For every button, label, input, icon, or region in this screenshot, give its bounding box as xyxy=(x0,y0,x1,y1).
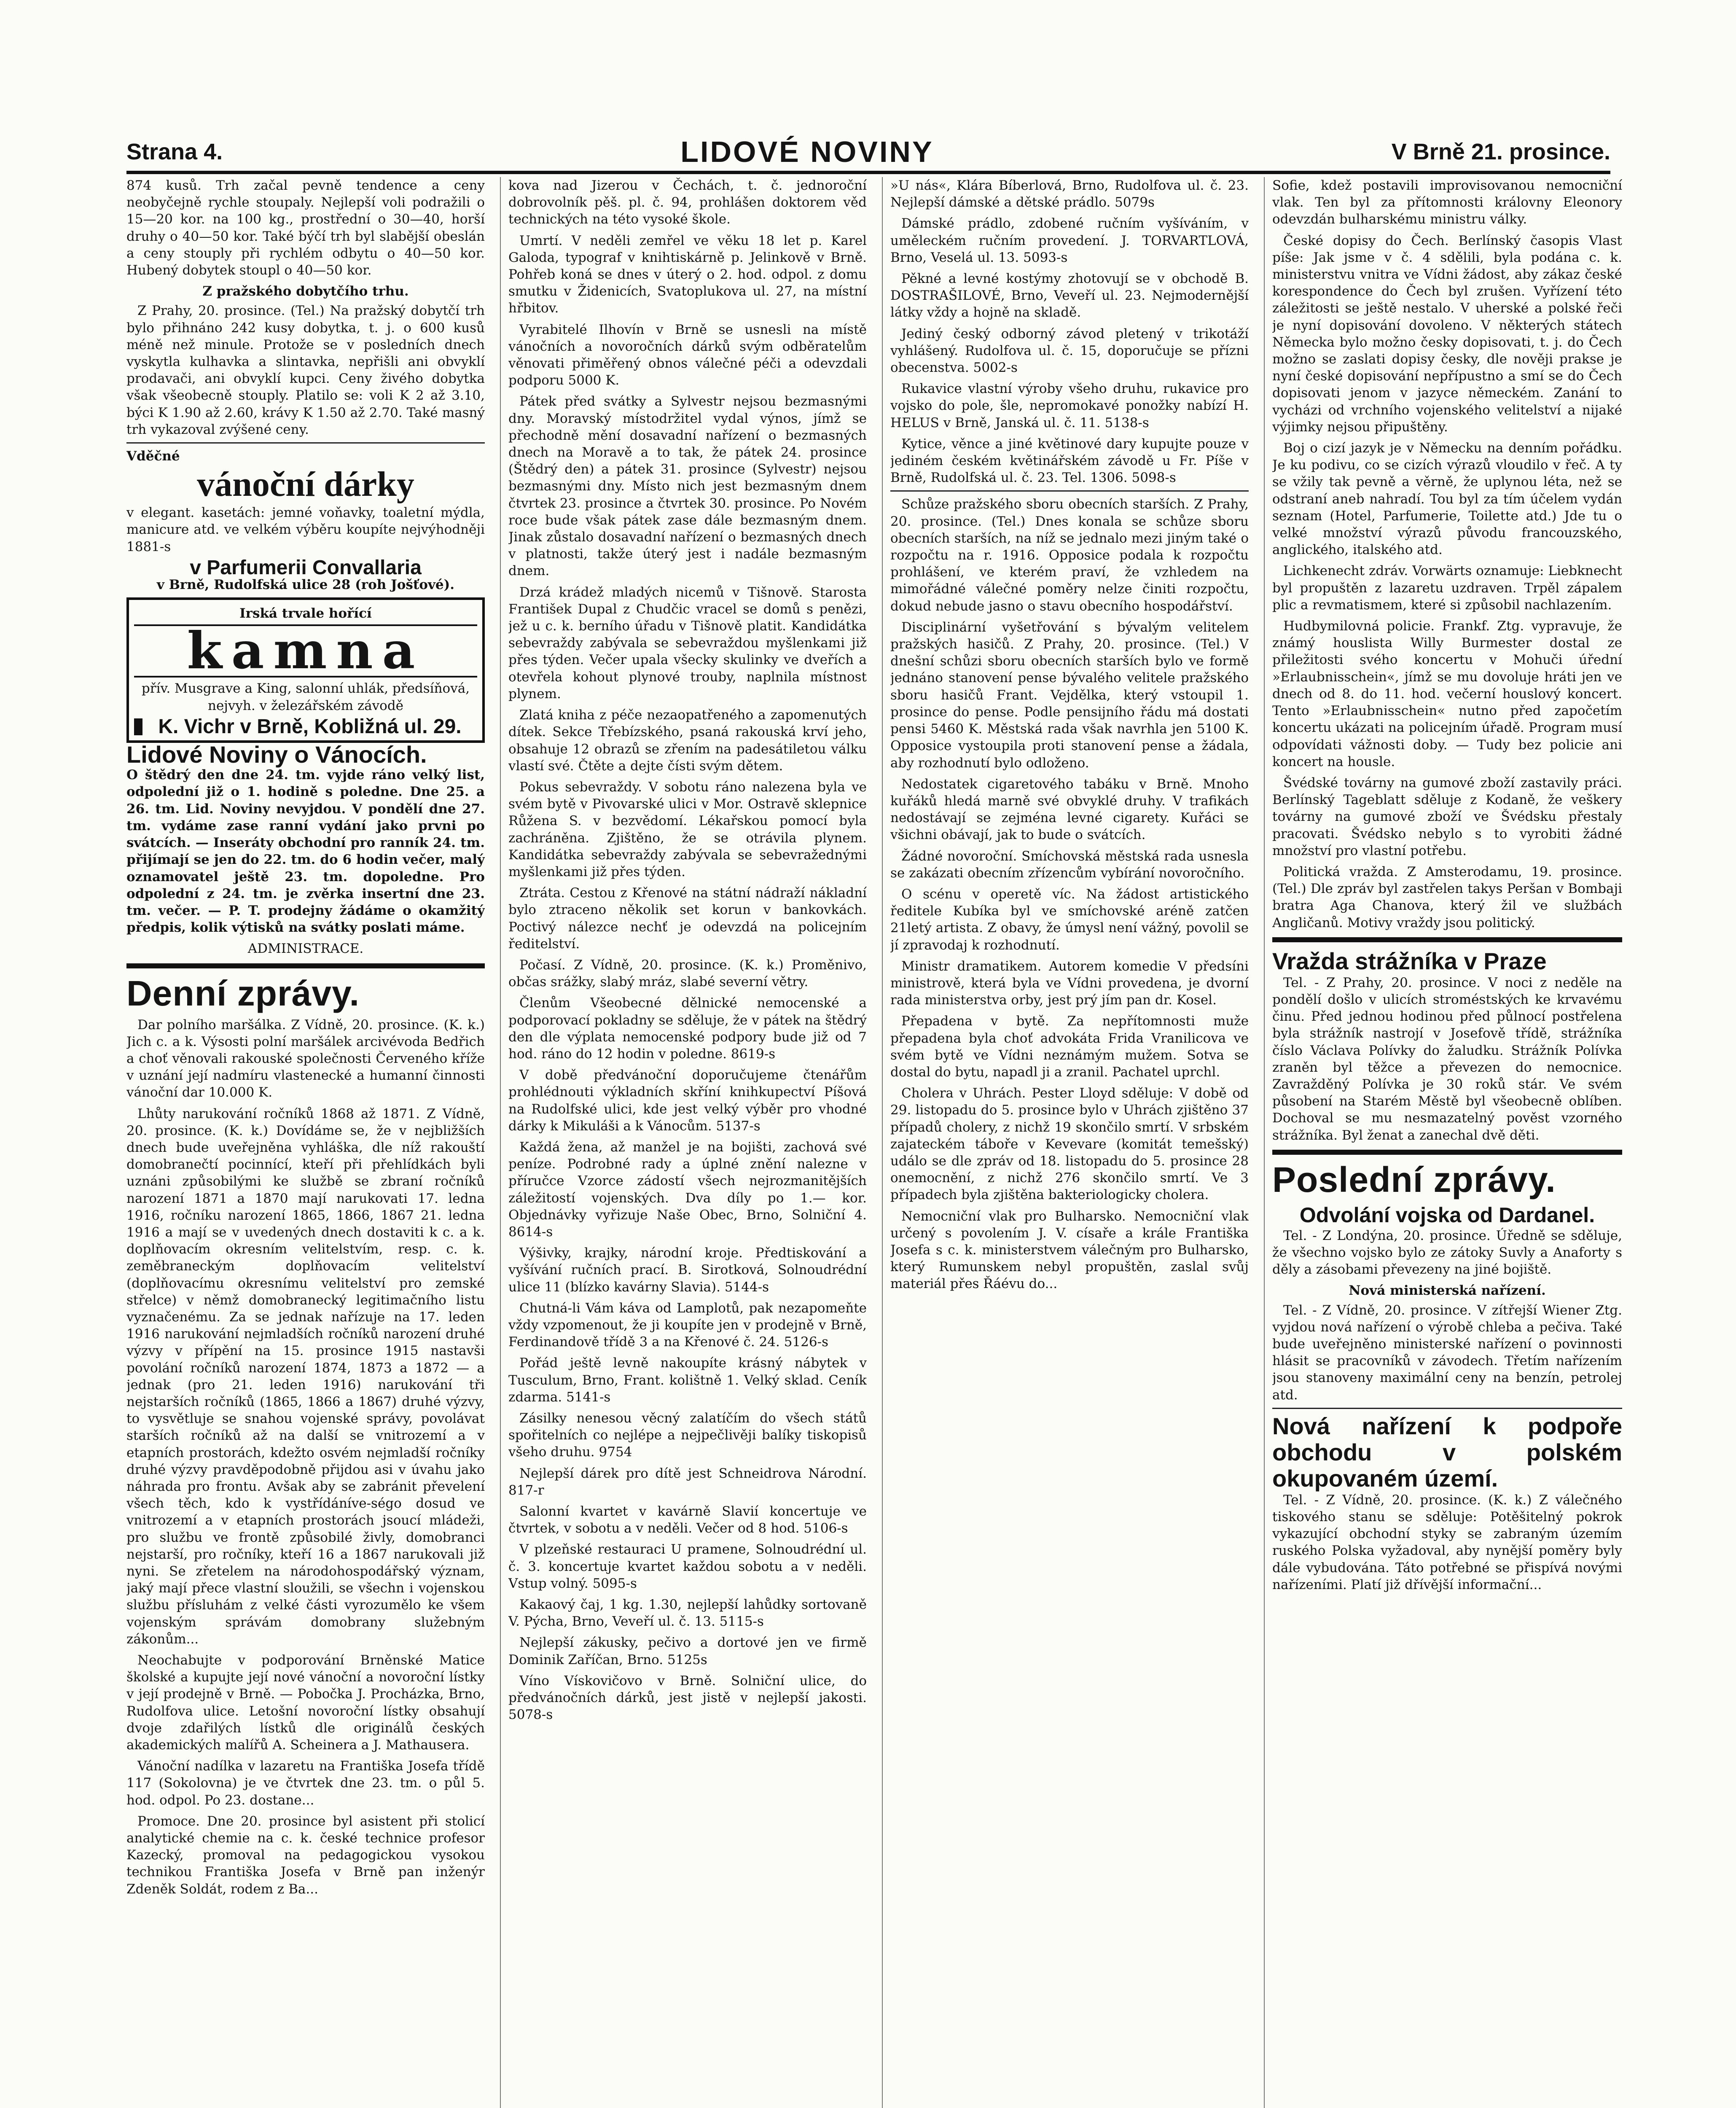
article: Každá žena, až manžel je na bojišti, zachová své peníze. Podrobné rady a úplné znění nalezne v příručce Vzorce zádostí všech nejrozmanitějších záležitostí vojenských. Dva díly po 1.— kor. Objednávky vyřizuje Naše Obec, Brno, Solniční 4. 8614-s xyxy=(508,1139,867,1240)
advert-line: Jediný český odborný závod pletený v trikotáží vyhlášený. Rudolfova ul. č. 15, doporučuje se přízni obecenstva. 5002-s xyxy=(890,326,1249,376)
article: Cholera v Uhrách. Pester Lloyd sděluje: V době od 29. listopadu do 5. prosince bylo v Uhrách zjištěno 37 případů cholery, z nichž 19 skončilo smrtí. V srbském zajateckém táboře v Kevevare (komitát temešský) událo se dle zpráv od 18. listopadu do 5. prosince 28 onemocnění, z nichž 276 skončilo smrtí. Ve 3 případech byla zjištěna bakteriologicky cholera. xyxy=(890,1086,1249,1203)
divider xyxy=(126,442,485,444)
article: O scénu v operetě víc. Na žádost artistického ředitele Kubíka byl ve smíchovské aréně zatčen 21letý artista. Z obavy, že úmysl není vážný, povolil se jí zpravodaj k rozhodnutí. xyxy=(890,886,1249,953)
stove-advert xyxy=(126,597,485,743)
article: Kakaový čaj, 1 kg. 1.30, nejlepší lahůdky sortovaně V. Pýcha, Brno, Veveří ul. č. 13. 5115-s xyxy=(508,1597,867,1629)
divider-thick xyxy=(1272,937,1622,942)
article: Ztráta. Cestou z Křenové na státní nádraží nákladní bylo ztraceno několik set korun v bankovkách. Poctivý nálezce nechť je odevzdá na policejním ředitelství. xyxy=(508,885,867,952)
christmas-notice-text: O štědrý den dne 24. tm. vyjde ráno velký list, odpolední již o 1. hodině s poledne. Dne 25. a 26. tm. Lid. Noviny nevyjdou. V pondělí dne 27. tm. vydáme zase ranní vydání jako prvni po svátcích. — Inseráty obchodní pro ranník 24. tm. přijímají se jen do 22. tm. do 6 hodin večer, malý oznamovatel ještě 23. tm. dopoledne. Pro odpolední z 24. tm. je zvěrka insertní dne 23. tm. večer. — P. T. prodejny žádáme o okamžitý předpis, kolik výtisků na svátky poslati máme. xyxy=(126,767,485,936)
advert-line: Pěkné a levné kostýmy zhotovují se v obchodě B. DOSTRAŠILOVÉ, Brno, Veveří ul. 23. Nejmodernější látky vždy a hojně na skladě. xyxy=(890,271,1249,320)
ministry-article: Tel. - Z Vídně, 20. prosince. V zítřejší Wiener Ztg. vyjdou nová nařízení o výrobě chleba a pečiva. Také bude uveřejněno ministerské nařízení o povinnosti hlásit se pracovníků v závodech. Třetím nařízením jsou stanoveny maximální ceny na benzín, petrolej atd. xyxy=(1272,1302,1622,1403)
newspaper-title: LIDOVÉ NOVINY xyxy=(680,135,934,168)
article: Neochabujte v podporování Brněnské Matice školské a kupujte její nové vánoční a novoroční lístky v její prodejně v Brně. — Pobočka J. Procházka, Brno, Rudolfova ulice. Letošní novoroční lístky obsahují dvoje zdařilých lístků dle originálů českých akademických malířů A. Scheinera a J. Mathausera. xyxy=(126,1653,485,1753)
article: Počasí. Z Vídně, 20. prosince. (K. k.) Proměnivo, občas srážky, slabý mráz, slabé severní větry. xyxy=(508,957,867,990)
stove-advert-title: kamna xyxy=(134,624,477,678)
article: Dar polního maršálka. Z Vídně, 20. prosince. (K. k.) Jich c. a k. Výsosti polní maršálek arcivévoda Bedřich a choť věnovali rakouské společnosti Červeného kříže v uznání její nadmíru vlastenecké a humanní činnosti vánoční dar 10.000 K. xyxy=(126,1017,485,1100)
stove-advert-text: přív. Musgrave a King, salonní uhlák, předsíňová, nejvyh. v železářském závodě xyxy=(141,681,470,713)
article: Umrtí. V neděli zemřel ve věku 18 let p. Karel Galoda, typograf v knihtiskárně p. Jelinkově v Brně. Pohřeb koná se dnes v úterý o 2. hod. odpol. z domu smutku v Židenicích, Svatoplukova ul. 27, na místní hřbitov. xyxy=(508,233,867,316)
column-2 xyxy=(508,177,867,2108)
advert-line: Rukavice vlastní výroby všeho druhu, rukavice pro vojsko do pole, šle, nepromokavé ponožky nabízí H. HELUS v Brně, Janská ul. č. 11. 5138-s xyxy=(890,381,1249,430)
article: Švédské továrny na gumové zboží zastavily práci. Berlínský Tageblatt sděluje z Kodaně, že veškery továrny na gumové zboží ve Švédsku přestaly pracovati. Švédsko nebylo s to vyrobiti žádné množství pro vlastní potřebu. xyxy=(1272,775,1622,858)
market-report: 874 kusů. Trh začal pevně tendence a ceny neobyčejně rychle stoupaly. Nejlepší voli podražili o 15—20 kor. na 100 kg., prostřední o 30—40, horší druhy o 40—50 kor. Také býčí trh byl slabější obeslán a ceny stouply při rychlém odbytu o 40—50 kor. Hubený dobytek stoupl o 40—50 kor. xyxy=(126,178,485,278)
cattle-market-article: Z Prahy, 20. prosince. (Tel.) Na pražský dobytčí trh bylo přihnáno 242 kusy dobytka, t. j. o 600 kusů méně než minule. Protože se v posledních dnech vyskytla kulhavka a slintavka, nepřišli ani obvyklí prodavači, ani obvyklí kupci. Ceny živého dobytka však všeobecně stouply. Platilo se: voli K 2 až 3.10, býci K 1.90 až 2.60, krávy K 1.50 až 2.70. Také masný trh vykazoval zvýšené ceny. xyxy=(126,303,485,437)
column-4 xyxy=(1272,177,1622,2108)
article: Výšivky, krajky, národní kroje. Předtiskování a vyšívání ručních prací. B. Sirotková, Solnoudrédní ulice 11 (blízko kavárny Slavia). 5144-s xyxy=(508,1245,867,1295)
headline-dardanelles: Odvolání vojska od Dardanel. xyxy=(1299,1203,1595,1227)
article: Členům Všeobecné dělnické nemocenské a podporovací pokladny se sděluje, že v pátek na štědrý den dle výplata nemocenské podpory bude již od 7 hod. ráno do 12 hodin v poledne. 8619-s xyxy=(508,995,867,1062)
article: Pátek před svátky a Sylvestr nejsou bezmasnými dny. Moravský místodržitel vydal výnos, jímž se přechodně mění dosavadní nařízení o bezmasných dnech na Moravě a to tak, že pátek 24. prosince (Štědrý den) a pátek 31. prosince (Sylvestr) nejsou bezmasnými dny. Místo nich jest bezmasným dnem čtvrtek 23. prosince a čtvrtek 30. prosince. Po Novém roce bude však pátek zase dále bezmasným dnem. Jinak zůstalo dosavadní nařízení o bezmasných dnech v platnosti, takže úterý jest i nadále bezmasným dnem. xyxy=(508,394,867,579)
column-rule xyxy=(882,177,883,2108)
divider xyxy=(890,490,1249,492)
article: Politická vražda. Z Amsterodamu, 19. prosince. (Tel.) Dle zpráv byl zastřelen takys Peršan v Bombaji bratra Aga Chanova, který žil ve službách Angličanů. Motivy vraždy jsou politický. xyxy=(1272,864,1622,930)
article: Lichkenecht zdráv. Vorwärts oznamuje: Liebknecht byl propuštěn z lazaretu uzdraven. Trpěl zápalem plic a revmatismem, které si způsobil nachlazením. xyxy=(1272,563,1622,613)
article: Vyrabitelé Ilhovín v Brně se usnesli na místě vánočních a novoročních dárků svým odběratelům věnovati přiměřený obnos válečné péči a odevzdali podporu 5000 K. xyxy=(508,322,867,388)
christmas-notice-sign: ADMINISTRACE. xyxy=(247,941,364,957)
article: Nejlepší zákusky, pečivo a dortové jen ve firmě Dominik Zaříčan, Brno. 5125s xyxy=(508,1635,867,1667)
headline-poland: Nová nařízení k podpoře obchodu v polském okupovaném území. xyxy=(1272,1412,1622,1492)
page-number: Strana 4. xyxy=(126,139,223,164)
article: Chutná-li Vám káva od Lamplotů, pak nezapomeňte vždy vzpomenout, že ji koupíte jen v prodejně v Brně, Ferdinandově třídě 3 a na Křenové č. 24. 5126-s xyxy=(508,1300,867,1350)
perfumery-advert xyxy=(126,448,485,593)
article: České dopisy do Čech. Berlínský časopis Vlast píše: Jak jsme v č. 4 sdělili, byla podána c. k. ministerstvu vnitra ve Vídni žádost, aby zákaz české korespondence do Čech byl zrušen. Vyřízení této záležitosti se ještě nestalo. V uherské a polské řeči je nyní dopisování dovoleno. V některých státech Německa bylo možno česky dopisovati, t. j. do Čech možno se zaslati dopisy česky, dle nověji prakse je nyní české dopisování nepřípustno a smí se do Čech dopisovati jenom v jazyce německém. Zanání to vycházi od vrchního vojenského velitelství a nijaké výjimky nejsou připuštěny. xyxy=(1272,233,1622,435)
article: Pokus sebevraždy. V sobotu ráno nalezena byla ve svém bytě v Pivovarské ulici v Mor. Ostravě sklepnice Růžena S. v bezvědomí. Lékařskou pomocí byla zachráněna. Zjištěno, že se otrávila plynem. Kandidátka sebevraždy zabývala se sebevražednými myšlenkami již přes týden. xyxy=(508,779,867,879)
column-rule xyxy=(500,177,501,2108)
murder-article: Tel. - Z Prahy, 20. prosince. V noci z neděle na pondělí došlo v ulicích stroméstských ke krvavému činu. Před jednou hodinou před půlnocí postřelena byla strážník nastrojí v Josefově třídě, strážníka číslo Václava Polívky do žaludku. Strážník Polívka zraněn byl těžce a převezen do nemocnice. Zavražděný Polívka je 30 roků stár. Ve svém působení na Starém Městě byl všeobecně oblíben. Dochoval se mu nesmazatelný pověst vzorného strážníka. Byl ženat a zanechal dvě děti. xyxy=(1272,975,1622,1143)
christmas-notice-title: Lidové Noviny o Vánocích. xyxy=(126,741,427,768)
dardanelles-article: Tel. - Z Londýna, 20. prosince. Úředně se sděluje, že všechno vojsko bylo ze zátoky Suvly a Anaforty s děly a zásobami převezeny na jiné bojiště. xyxy=(1272,1228,1622,1277)
article: Zlatá kniha z péče nezaopatřeného a zapomenutých dítek. Sekce Třebízského, psaná rakouská krví jeho, obsahuje 12 obrazů se zřením na padesátiletou válku vlastí své. Čtěte a dejte čísti svým dětem. xyxy=(508,707,867,774)
divider-thick xyxy=(126,963,485,968)
stove-advert-shop: K. Vichr v Brně, Kobližná ul. 29. xyxy=(134,718,477,735)
section-title-daily-news: Denní zprávy. xyxy=(126,973,360,1013)
issue-date: V Brně 21. prosince. xyxy=(1391,139,1610,164)
headline-ministry: Nová ministerská nařízení. xyxy=(1349,1283,1546,1299)
advert-address: v Brně, Rudolfská ulice 28 (roh Jošťové). xyxy=(156,577,455,593)
article: Zásilky nenesou věcný zalatíčím do všech států spořitelních co nejlépe a nejpečlivěji balíky tiskopisů všeho druhu. 9754 xyxy=(508,1411,867,1460)
advert-line: Dámské prádlo, zdobené ručním vyšíváním, v uměleckém ručním provedení. J. TORVARTLOVÁ, Brno, Veselá ul. 13. 5093-s xyxy=(890,216,1249,265)
article: Boj o cizí jazyk je v Německu na denním pořádku. Je ku podivu, co se cizích výrazů vloudilo v řeč. A ty se vžily tak pevně a věrně, že uplynou léta, než se odstraní aneb nahradí. Tou byl za tím účelem vydán seznam (Hotel, Parfumerie, Toilette atd.) Jde tu o velké množství výrazů původu francouzského, anglického, italského atd. xyxy=(1272,441,1622,558)
headline-murder: Vražda strážníka v Praze xyxy=(1272,947,1547,974)
article: kova nad Jizerou v Čechách, t. č. jednoroční dobrovolník pěš. pl. č. 94, prohlášen doktorem věd technických na této vysoké škole. xyxy=(508,178,867,227)
article: Drzá krádež mladých nicemů v Tišnově. Starosta František Dupal z Chudčic vracel se domů s penězi, jež u c. k. berního úřadu v Tišnově platit. Kandidátka sebevraždy zabývala se sebevraždou myšlenkami již přes týden. Večer upala všecky skulinky ve dveřích a otevřela kohout plynové trouby, naplnila místnost plynem. xyxy=(508,584,867,702)
article: V době předvánoční doporučujeme čtenářům prohlédnouti výkladních skříní knihkupectví Píšová na Rudolfské ulici, kde jest velký výběr pro vhodné dárky k Mikuláši a k Vánocům. 5137-s xyxy=(508,1067,867,1134)
article: Nejlepší dárek pro dítě jest Schneidrova Národní. 817-r xyxy=(508,1465,867,1498)
article: Vánoční nadílka v lazaretu na Františka Josefa třídě 117 (Sokolovna) je ve čtvrtek dne 23. tm. o půl 5. hod. odpol. Po 23. dostane... xyxy=(126,1758,485,1808)
article: Víno Vískovičovo v Brně. Solniční ulice, do předvánočních dárků, jest jistě v nejlepší jakosti. 5078-s xyxy=(508,1673,867,1723)
article: Salonní kvartet v kavárně Slavií koncertuje ve čtvrtek, v sobotu a v neděli. Večer od 8 hod. 5106-s xyxy=(508,1504,867,1536)
article: Disciplinární vyšetřování s bývalým velitelem pražských hasičů. Z Prahy, 20. prosince. (Tel.) V dnešní schůzi sboru obecních starších bylo ve formě jednáno stanovení pense bývalého velitele pražského sboru hasičů Frant. Vejdělka, který vstoupil 1. prosince do pense. Podle pensijního řádu má dostati pensi 5460 K. Městská rada však navrhla jen 5100 K. Opposice vystoupila proti stanovení pense a žádala, aby rozhodnutí bylo odloženo. xyxy=(890,619,1249,771)
article: Promoce. Dne 20. prosince byl asistent při stolicí analytické chemie na c. k. české technice profesor Kazecký, promoval na pedagogickou vysokou technikou Františka Josefa v Brně pan inženýr Zdeněk Soldát, rodem z Ba... xyxy=(126,1813,485,1897)
article: Lhůty narukování ročníků 1868 až 1871. Z Vídně, 20. prosince. (K. k.) Dovídáme se, že v nejbližších dnech bude uveřejněna vyhláška, dle níž rakouští domobranečtí pocinnící, kteří při přehlídkách byli uznáni způsobilými ke službě se zbraní ročníků narození 1871 a 1870 mají narukovati 17. ledna 1916, ročníku narození 1865, 1866, 1867 21. ledna 1916 a mají se v uvedených dnech dostaviti k c. a k. doplňovacím okresním velitelstvím, resp. c. k. zeměbraneckým doplňovacím velitelství (doplňovacímu okresnímu velitelství pro zemské střelce) v němž domobranecký legitimačního listu vyznačenému. Za se jednak nařízuje na 17. leden 1916 narukování nejmladších ročníků narození druhé výzvy v přípění na 15. prosince 1915 nastavši povolání ročníků narození 1874, 1873 a 1872 — a jednak (pro 21. leden 1916) narukování tři nejstarších ročníků (1865, 1866 a 1867) druhé výzvy, to vysvětluje se snahou vojenské správy, povolávat starších ročníků až na další se vnitrozemí a v etapních prostorách, kdežto osvém nejmladší ročníky druhé výzvy pravděpodobně přijdou asi v úvahu jako náhrada pro frontu. Avšak aby se zabránit převelení všech těch, kdo k vystřídáníve-ségo dosud ve vnitrozemí a v etapních prostorách jsoucí mládeži, pro službu ve frontě způsobilé živly, domobranci nejstarší, pro ročníky, kteří 16 a 1867 narukovali již nyni. Se zřetelem na národohospodářský význam, jaký mají přece vlastní sloužili, se všechn i vojenskou službu přísluhám z velké části vyrozumělo ke všem vojenským správám domobrany služebným zákonům... xyxy=(126,1106,485,1647)
article: Přepadena v bytě. Za nepřítomnosti muže přepadena byla choť advokáta Frida Vranilicova ve svém bytě ve Vídni neznámým mužem. Sotva se dostal do bytu, napadl ji a zranil. Pachatel uprchl. xyxy=(890,1014,1249,1080)
advert-line: »U nás«, Klára Bíberlová, Brno, Rudolfova ul. č. 23. Nejlepší dámské a dětské prádlo. 5079s xyxy=(890,178,1249,210)
advert-line: Kytice, věnce a jiné květinové dary kupujte pouze v jediném českém květinářském závodě u Fr. Píše v Brně, Rudolfská ul. č. 23. Tel. 1306. 5098-s xyxy=(890,436,1249,486)
column-3 xyxy=(890,177,1249,2108)
advert-headline: vánoční dárky xyxy=(197,465,414,504)
article: Ministr dramatikem. Autorem komedie V předsíni ministrově, která byla ve Vídni provedena, je dvorní rada ministerstva orby, jest prý jím pan dr. Kosel. xyxy=(890,958,1249,1008)
headline-cattle-market: Z pražského dobytčího trhu. xyxy=(202,284,409,299)
article: Pořád ještě levně nakoupíte krásný nábytek v Tusculum, Brno, Frant. kolištně 1. Velký sklad. Ceník zdarma. 5141-s xyxy=(508,1355,867,1405)
divider-thick xyxy=(1272,1150,1622,1155)
article: Sofie, kdež postavili improvisovanou nemocniční vlak. Ten byl za přítomnosti královny Eleonory odevzdán bulharskému ministru války. xyxy=(1272,178,1622,227)
stove-advert-top: Irská trvale hořící xyxy=(239,606,372,621)
advert-pre: Vděčné xyxy=(126,449,180,464)
divider xyxy=(1272,1408,1622,1409)
column-1 xyxy=(126,177,485,2108)
article: Schůze pražského sboru obecních starších. Z Prahy, 20. prosince. (Tel.) Dnes konala se schůze sboru obecních starších, na níž se jednalo mezi jiným také o rozpočtu na r. 1916. Opposice podala k rozpočtu prohlášení, ve kterém praví, že vzhledem na mimořádné válečné poměry nelze činiti rozpočtu, dokud nebude jasno o stavu obecního hospodářství. xyxy=(890,497,1249,614)
article: Nedostatek cigaretového tabáku v Brně. Mnoho kuřáků hledá marně své obvyklé druhy. V trafikách nedostávají se zejména levné cigarety. Kuřáci se všichni obávají, jak to bude o svátcích. xyxy=(890,776,1249,843)
section-title-latest-news: Poslední zprávy. xyxy=(1272,1159,1556,1199)
article: Hudbymilovná policie. Frankf. Ztg. vypravuje, že známý houslista Willy Burmester dostal ze přiležitosti svého koncertu v Mohuči úřední »Erlaubnisschein«, jímž se mu dovoluje hráti jen ve dnech od 8. do 11. hod. večerní houslový koncert. Tento »Erlaubnisschein« nutno před započetím koncertu ukázati na policejním úřadě. Program musí odpovídati vážnosti doby. — Tudy bez policie ani koncert na housle. xyxy=(1272,618,1622,769)
page-header xyxy=(126,133,1610,174)
article: Žádné novoroční. Smíchovská městská rada usnesla se zakázati obecním zřízencům vybírání novoročního. xyxy=(890,848,1249,881)
article: V plzeňské restauraci U pramene, Solnoudrédní ul. č. 3. koncertuje kvartet každou sobotu a v neděli. Vstup volný. 5095-s xyxy=(508,1542,867,1591)
advert-text: v elegant. kasetách: jemné voňavky, toaletní mýdla, manicure atd. ve velkém výběru koupíte nejvýhodněji 1881-s xyxy=(126,505,485,554)
article: Nemocniční vlak pro Bulharsko. Nemocniční vlak určený s povolením J. V. císaře a krále Františka Josefa s c. k. ministerstvem válečným pro Bulharsko, který Rumunskem nebyl propuštěn, zaslal svůj materiál přes Řáévu do... xyxy=(890,1208,1249,1292)
column-rule xyxy=(1264,177,1265,2108)
poland-article: Tel. - Z Vídně, 20. prosince. (K. k.) Z válečného tiskového stanu se sděluje: Potěšitelný pokrok vykazující obchodní styky se zabraným územím ruského Polska vyžadoval, aby nynější poměry byly dále vybudována. Táto potřebné se přispívá novými nařízeními. Platí již dřívější informační... xyxy=(1272,1492,1622,1592)
advert-shop: v Parfumerii Convallaria xyxy=(190,556,422,579)
